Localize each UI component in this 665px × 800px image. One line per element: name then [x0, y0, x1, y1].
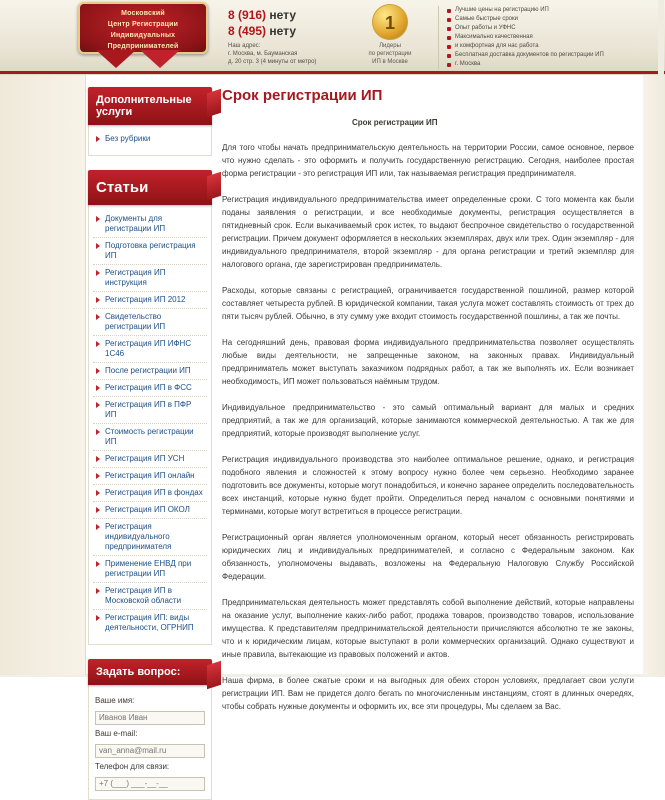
article-paragraph: Регистрационный орган является уполномоченным органом, который несет обязанность регистрировать юридических лиц и индивидуальных предпринимателей, и согласно с Федеральным законом. Как обязанность, уполномочены выдавать, возложены на Федеральную Налоговую Службу Российской Федерации.: [222, 533, 634, 581]
header-benefits-list: [438, 6, 653, 69]
benefit-item: Лучшие цены на регистрацию ИП: [447, 6, 653, 15]
header-address: [228, 42, 368, 66]
sidebar-item-article[interactable]: Регистрация ИП в Московской области: [93, 583, 207, 610]
sidebar-item-article[interactable]: Регистрация ИП 2012: [93, 292, 207, 309]
name-input[interactable]: [95, 711, 205, 725]
sidebar-item-article[interactable]: Документы для регистрации ИП: [93, 211, 207, 238]
address-title: Наш адрес:: [228, 43, 261, 49]
name-field-label: Ваше имя:: [95, 696, 135, 705]
sidebar-item-article[interactable]: Регистрация ИП инструкция: [93, 265, 207, 292]
article-paragraph: Индивидуальное предпринимательство - это самый оптимальный вариант для малых и средних предприятий, а так же для организаций, которые занимаются коммерческой деятельностью. А так же для предприятий, которые производят выполнение услуг.: [222, 403, 634, 438]
ribbon-right-decor: [140, 50, 180, 68]
site-header: [0, 0, 665, 74]
phone-row-2[interactable]: [228, 24, 368, 38]
sidebar-item-article[interactable]: Регистрация ИП онлайн: [93, 468, 207, 485]
address-line-1: г. Москва, м. Бауманская: [228, 51, 298, 57]
medal-icon: 1: [372, 4, 408, 40]
benefit-item: Бесплатная доставка документов по регистрации ИП: [447, 51, 653, 60]
sidebar-item-article[interactable]: Регистрация ИП ОКОЛ: [93, 502, 207, 519]
logo-line-3: Индивидуальных: [110, 32, 176, 39]
article-paragraph: Предпринимательская деятельность может представлять собой выполнение действий, которые направлены на оказание услуг, выполнение каких-либо работ, продажа товаров, производство товаров, использование имущества. К представителям предпринимательской деятельности причисляются абсолютно те же законы, что и к юридическим лицам, которые выступают в роли коммерческих организаций. Однако существуют и иные правила, вытекающие из правовых положений и актов.: [222, 598, 634, 659]
leader-medal-block: [350, 4, 430, 66]
logo-line-2: Центр Регистрации: [107, 21, 179, 28]
sidebar-item-article[interactable]: Регистрация индивидуального предпринимателя: [93, 519, 207, 556]
sidebar-item-article[interactable]: Регистрация ИП в фондах: [93, 485, 207, 502]
article-paragraph: Наша фирма, в более сжатые сроки и на выгодных для обеих сторон условиях, предлагает свои услуги регистрации ИП. Вам не придется долго бегать по многочисленным инстанциям, стоят в длинных очередях, чтобы собрать нужные документы и оформить их, все эти процедуры, Мы сделаем за Вас.: [222, 676, 634, 711]
phone-field-label: Телефон для связи:: [95, 762, 170, 771]
article-paragraph: На сегодняшний день, правовая форма индивидуального предпринимательства позволяет осуществлять любые виды деятельности, не запрещенные законом, на законных правах. Индивидуальный предприниматель может выступать заказчиком подрядных работ, а так же выполнять их. Если возникает необходимость, ИП может пользоваться наёмным трудом.: [222, 338, 634, 386]
article-paragraph: Расходы, которые связаны с регистрацией, ограничивается государственной пошлиной, размер которой составляет четыреста рублей. В юридической компании, такая услуга может составлять стоимость от трех до пяти тысяч рублей. Обычно, в эту сумму уже входит стоимость государственной пошлины, а так же почты.: [222, 286, 634, 321]
medal-caption-line-2: по регистрации: [368, 51, 412, 57]
benefit-item: Самые быстрые сроки: [447, 15, 653, 24]
site-logo[interactable]: [78, 2, 208, 54]
page-scrollbar[interactable]: [658, 0, 664, 677]
sidebar-item-article[interactable]: После регистрации ИП: [93, 363, 207, 380]
sidebar-item-article[interactable]: Подготовка регистрация ИП: [93, 238, 207, 265]
sidebar-item-article[interactable]: Регистрация ИП УСН: [93, 451, 207, 468]
benefit-item: Опыт работы и УФНС: [447, 24, 653, 33]
sidebar-item-article[interactable]: Стоимость регистрации ИП: [93, 424, 207, 451]
panel-title-articles: Статьи: [88, 170, 212, 205]
phone-code-2: 8 (495): [228, 24, 267, 38]
medal-caption-line-3: ИП в Москве: [372, 59, 408, 65]
sidebar: [88, 87, 212, 800]
panel-articles: [88, 205, 212, 645]
benefit-item: и комфортная для нас работа: [447, 42, 653, 51]
email-field-label: Ваш e-mail:: [95, 729, 138, 738]
logo-line-1: Московский: [121, 10, 165, 17]
page-title: Срок регистрации ИП: [222, 87, 383, 104]
article-paragraph: Для того чтобы начать предпринимательскую деятельность на территории России, самое основное, первое что нужно сделать - это оформить и получить государственную регистрацию. Сегодня, наиболее простая форма регистрации - это регистрация ИП или, так называемая регистрация предпринимателя.: [222, 143, 634, 178]
medal-caption-line-1: Лидеры: [379, 43, 401, 49]
sidebar-item-article[interactable]: Регистрация ИП в ПФР ИП: [93, 397, 207, 424]
email-input[interactable]: [95, 744, 205, 758]
sidebar-item-article[interactable]: Регистрация ИП: виды деятельности, ОГРНИП: [93, 610, 207, 636]
sidebar-item-article[interactable]: Свидетельство регистрации ИП: [93, 309, 207, 336]
ribbon-left-decor: [96, 50, 136, 68]
ask-question-form: [88, 685, 212, 800]
article-subtitle: Срок регистрации ИП: [352, 118, 438, 127]
content-area: [0, 74, 665, 771]
article-paragraph: Регистрация индивидуального производства это наиболее оптимальное решение, однако, и регистрация подобного явления и сложностей к этому вопросу нужно более чем серьезно. Необходимо заранее подготовить все документы, которые могут понадобиться, и конечно заранее определить последовательность всех инстанций, которые нужно будет пройти. Определиться перед началом с основными понятиями и терминами, которые могут встретиться в процессе регистрации.: [222, 455, 634, 516]
phone-number-1: нету: [269, 8, 296, 22]
header-phones: [228, 8, 368, 66]
sidebar-item-article[interactable]: Регистрация ИП ИФНС 1С46: [93, 336, 207, 363]
panel-extra-services: [88, 125, 212, 156]
panel-title-ask-question: Задать вопрос:: [88, 659, 212, 685]
benefit-item: г. Москва: [447, 60, 653, 69]
panel-title-extra-services: Дополнительные услуги: [88, 87, 212, 125]
sidebar-item-article[interactable]: Регистрация ИП в ФСС: [93, 380, 207, 397]
phone-row-1[interactable]: [228, 8, 368, 22]
sidebar-item-bez-rubriki[interactable]: Без рубрики: [93, 131, 207, 147]
logo-line-4: Предпринимателей: [107, 43, 179, 50]
phone-number-2: нету: [269, 24, 296, 38]
left-gutter: [0, 75, 86, 675]
address-line-2: д. 20 стр. 3 (4 минуты от метро): [228, 59, 317, 65]
phone-input[interactable]: [95, 777, 205, 791]
sidebar-item-article[interactable]: Применение ЕНВД при регистрации ИП: [93, 556, 207, 583]
benefit-item: Максимально качественная: [447, 33, 653, 42]
article-content: [222, 87, 634, 726]
phone-code-1: 8 (916): [228, 8, 267, 22]
medal-caption: [350, 42, 430, 66]
article-paragraph: Регистрация индивидуального предпринимательства имеет определенные сроки. С того момента как были поданы заявления о регистрации, и все необходимые документы, регистрация осуществляется в пятидневный срок. Если выкачиваемый срок истек, то выдают беспрочное свидетельство о государственной регистрации. Причем документ оформляется в нескольких экземплярах, двух или трех. Один экземпляр - для индивидуального предпринимателя, второй экземпляр - для органа регистрации и третий экземпляр для налогового органа, где зарегистрирован предприниматель.: [222, 195, 634, 269]
